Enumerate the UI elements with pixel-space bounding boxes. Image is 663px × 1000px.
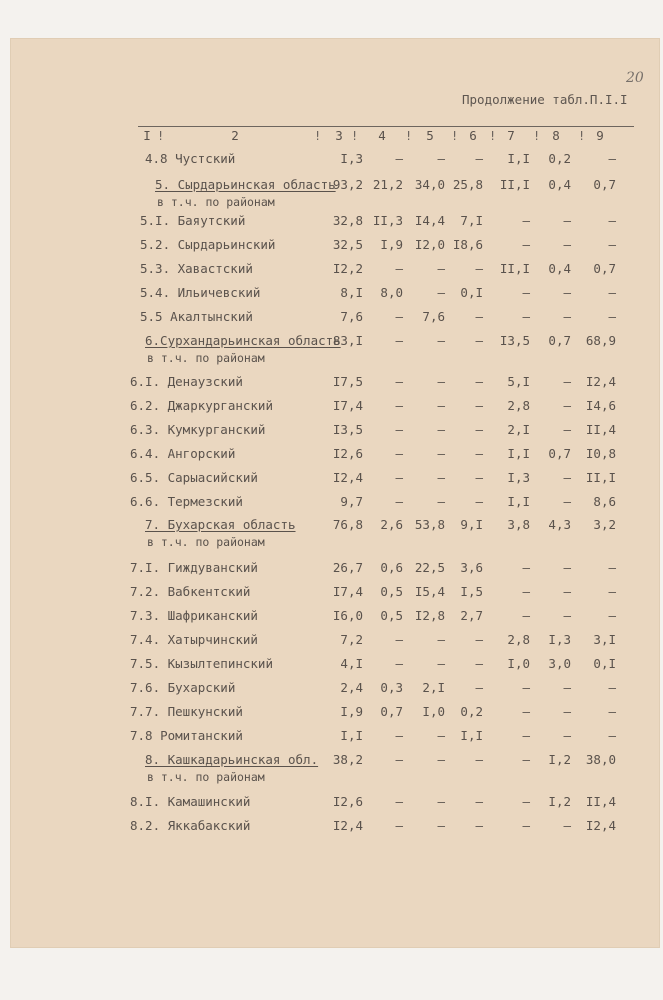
row-value-c8: – (563, 704, 571, 719)
table-row (0, 631, 663, 651)
row-label: 5.3. Хавастский (140, 261, 253, 276)
row-value-c5: I,0 (422, 704, 445, 719)
row-value-c4: – (395, 818, 403, 833)
row-value-c3: 8,I (340, 285, 363, 300)
row-value-c7: – (522, 237, 530, 252)
table-row (0, 679, 663, 699)
row-value-c6: 0,2 (460, 704, 483, 719)
row-value-c7: 2,I (507, 422, 530, 437)
row-value-c6: 7,I (460, 213, 483, 228)
row-value-c3: 83,I (332, 333, 363, 348)
row-value-c9: 8,6 (593, 494, 616, 509)
row-value-c7: – (522, 752, 530, 767)
row-value-c3: I6,0 (332, 608, 363, 623)
table-row (0, 493, 663, 513)
row-value-c3: 4,I (340, 656, 363, 671)
table-row (0, 607, 663, 627)
row-label: 7.I. Гиждуванский (130, 560, 258, 575)
row-label: 5.4. Ильичевский (140, 285, 261, 300)
table-row (0, 308, 663, 328)
row-value-c4: 0,7 (380, 704, 403, 719)
row-value-c3: I,9 (340, 704, 363, 719)
row-label: 5. Сырдарьинская область (155, 177, 336, 192)
row-value-c9: I2,4 (585, 374, 616, 389)
row-value-c5: – (437, 728, 445, 743)
row-value-c7: I3,5 (499, 333, 530, 348)
row-value-c4: 8,0 (380, 285, 403, 300)
row-value-c5: 53,8 (414, 517, 445, 532)
row-label: 8. Кашкадарьинская обл. (145, 752, 319, 767)
row-value-c8: – (563, 309, 571, 324)
row-value-c6: I,I (460, 728, 483, 743)
row-label: 7.3. Шафриканский (130, 608, 258, 623)
row-value-c4: II,3 (372, 213, 403, 228)
row-value-c3: 9,7 (340, 494, 363, 509)
row-value-c4: 21,2 (372, 177, 403, 192)
row-value-c9: 68,9 (585, 333, 616, 348)
row-value-c5: – (437, 261, 445, 276)
row-value-c8: – (563, 584, 571, 599)
table-row (0, 469, 663, 489)
row-value-c4: – (395, 398, 403, 413)
row-value-c5: 34,0 (414, 177, 445, 192)
row-value-c7: 2,8 (507, 632, 530, 647)
row-value-c5: 7,6 (422, 309, 445, 324)
row-value-c7: – (522, 584, 530, 599)
row-value-c8: – (563, 285, 571, 300)
header-col-8: 8 (552, 128, 560, 143)
row-value-c3: 38,2 (332, 752, 363, 767)
header-separator: ! (578, 129, 586, 143)
row-value-c8: 4,3 (548, 517, 571, 532)
row-value-c4: – (395, 151, 403, 166)
row-value-c4: – (395, 494, 403, 509)
table-row (0, 212, 663, 232)
row-value-c5: I5,4 (414, 584, 445, 599)
row-label: 6.I. Денаузский (130, 374, 243, 389)
row-value-c9: I2,4 (585, 818, 616, 833)
row-value-c3: 7,2 (340, 632, 363, 647)
row-value-c9: – (608, 584, 616, 599)
row-value-c6: – (475, 446, 483, 461)
row-value-c4: – (395, 728, 403, 743)
table-row (0, 176, 663, 209)
row-label: 7.6. Бухарский (130, 680, 236, 695)
row-label: 7.8 Ромитанский (130, 728, 243, 743)
table-row (0, 236, 663, 256)
row-value-c9: – (608, 560, 616, 575)
row-value-c5: – (437, 794, 445, 809)
header-col-3: 3 (335, 128, 343, 143)
row-value-c8: – (563, 728, 571, 743)
row-label: 6.Сурхандарьинская область (145, 333, 341, 348)
row-value-c3: 26,7 (332, 560, 363, 575)
row-value-c5: – (437, 151, 445, 166)
row-value-c6: – (475, 422, 483, 437)
header-separator: ! (351, 129, 359, 143)
row-value-c7: I,I (507, 446, 530, 461)
row-value-c9: – (608, 285, 616, 300)
table-row (0, 703, 663, 723)
row-value-c5: – (437, 446, 445, 461)
row-value-c3: 76,8 (332, 517, 363, 532)
row-value-c7: – (522, 608, 530, 623)
row-value-c6: – (475, 309, 483, 324)
row-value-c3: I2,6 (332, 794, 363, 809)
row-subtitle: в т.ч. по районам (147, 351, 265, 365)
row-value-c7: – (522, 309, 530, 324)
header-col-2: 2 (231, 128, 239, 143)
row-value-c5: 2,I (422, 680, 445, 695)
row-value-c9: 0,7 (593, 177, 616, 192)
row-label: 6.6. Термезский (130, 494, 243, 509)
row-value-c3: 7,6 (340, 309, 363, 324)
row-value-c7: – (522, 818, 530, 833)
row-value-c4: 0,3 (380, 680, 403, 695)
row-value-c6: 2,7 (460, 608, 483, 623)
row-label: 6.5. Сарыасийский (130, 470, 258, 485)
row-value-c9: II,I (585, 470, 616, 485)
row-value-c4: – (395, 261, 403, 276)
row-value-c7: 3,8 (507, 517, 530, 532)
row-value-c9: – (608, 704, 616, 719)
row-value-c9: II,4 (585, 422, 616, 437)
row-value-c8: 0,7 (548, 446, 571, 461)
row-label: 5.2. Сырдарьинский (140, 237, 276, 252)
row-value-c8: – (563, 470, 571, 485)
row-value-c5: I4,4 (414, 213, 445, 228)
row-value-c9: 3,2 (593, 517, 616, 532)
table-row (0, 397, 663, 417)
row-label: 6.4. Ангорский (130, 446, 236, 461)
table-row (0, 260, 663, 280)
row-label: 7.4. Хатырчинский (130, 632, 258, 647)
row-value-c6: – (475, 333, 483, 348)
row-value-c4: 2,6 (380, 517, 403, 532)
table-row (0, 583, 663, 603)
row-value-c8: I,2 (548, 752, 571, 767)
row-value-c6: – (475, 398, 483, 413)
row-label: 7.7. Пешкунский (130, 704, 243, 719)
table-row (0, 559, 663, 579)
row-value-c8: – (563, 680, 571, 695)
row-value-c4: 0,5 (380, 584, 403, 599)
row-value-c8: I,2 (548, 794, 571, 809)
row-value-c8: 0,4 (548, 177, 571, 192)
row-value-c8: 0,2 (548, 151, 571, 166)
row-value-c9: – (608, 680, 616, 695)
header-col-5: 5 (426, 128, 434, 143)
row-value-c9: – (608, 213, 616, 228)
row-value-c3: I7,5 (332, 374, 363, 389)
row-value-c8: – (563, 422, 571, 437)
table-row (0, 793, 663, 813)
row-value-c5: – (437, 656, 445, 671)
header-col-7: 7 (507, 128, 515, 143)
table-row (0, 655, 663, 675)
row-value-c9: 3,I (593, 632, 616, 647)
row-value-c5: – (437, 398, 445, 413)
row-value-c7: I,0 (507, 656, 530, 671)
table-row (0, 445, 663, 465)
row-value-c7: – (522, 794, 530, 809)
row-label: 8.I. Камашинский (130, 794, 251, 809)
row-value-c5: – (437, 494, 445, 509)
table-row (0, 817, 663, 837)
row-value-c9: I0,8 (585, 446, 616, 461)
row-value-c9: II,4 (585, 794, 616, 809)
row-value-c6: – (475, 752, 483, 767)
row-value-c9: – (608, 237, 616, 252)
row-value-c5: – (437, 818, 445, 833)
row-value-c5: – (437, 422, 445, 437)
table-header (0, 128, 663, 148)
row-value-c6: – (475, 151, 483, 166)
row-value-c8: I,3 (548, 632, 571, 647)
header-separator: ! (489, 129, 497, 143)
header-col-6: 6 (469, 128, 477, 143)
table-row (0, 332, 663, 365)
row-value-c8: 3,0 (548, 656, 571, 671)
row-label: 5.I. Баяутский (140, 213, 246, 228)
row-value-c8: – (563, 398, 571, 413)
header-col-9: 9 (596, 128, 604, 143)
row-value-c6: I,5 (460, 584, 483, 599)
row-value-c4: 0,6 (380, 560, 403, 575)
row-subtitle: в т.ч. по районам (157, 195, 275, 209)
row-value-c8: – (563, 818, 571, 833)
row-label: 7.2. Вабкентский (130, 584, 251, 599)
row-value-c7: – (522, 704, 530, 719)
row-value-c5: – (437, 470, 445, 485)
row-value-c9: 0,I (593, 656, 616, 671)
row-value-c9: – (608, 728, 616, 743)
row-value-c8: – (563, 374, 571, 389)
table-row (0, 751, 663, 784)
page-number: 20 (626, 70, 644, 86)
row-value-c4: – (395, 446, 403, 461)
row-value-c5: – (437, 374, 445, 389)
row-label: 7.5. Кызылтепинский (130, 656, 273, 671)
row-value-c4: – (395, 632, 403, 647)
row-label: 6.3. Кумкурганский (130, 422, 266, 437)
table-row (0, 516, 663, 549)
row-label: 5.5 Акалтынский (140, 309, 253, 324)
row-value-c6: – (475, 656, 483, 671)
row-value-c9: I4,6 (585, 398, 616, 413)
table-row (0, 150, 663, 170)
row-value-c4: – (395, 309, 403, 324)
row-value-c6: – (475, 818, 483, 833)
table-row (0, 421, 663, 441)
row-subtitle: в т.ч. по районам (147, 535, 265, 549)
row-value-c8: – (563, 560, 571, 575)
row-subtitle: в т.ч. по районам (147, 770, 265, 784)
header-separator: ! (157, 129, 165, 143)
row-value-c8: – (563, 494, 571, 509)
row-value-c7: – (522, 285, 530, 300)
row-value-c6: – (475, 680, 483, 695)
row-value-c7: – (522, 728, 530, 743)
row-value-c4: – (395, 374, 403, 389)
row-value-c7: I,I (507, 151, 530, 166)
row-value-c6: I8,6 (452, 237, 483, 252)
row-value-c3: I,3 (340, 151, 363, 166)
row-value-c6: – (475, 374, 483, 389)
row-label: 4.8 Чустский (145, 151, 236, 166)
row-value-c9: 38,0 (585, 752, 616, 767)
row-value-c5: – (437, 285, 445, 300)
row-value-c6: 0,I (460, 285, 483, 300)
row-value-c6: – (475, 794, 483, 809)
header-rule (138, 126, 634, 127)
row-value-c3: 32,8 (332, 213, 363, 228)
row-value-c6: 25,8 (452, 177, 483, 192)
row-value-c9: 0,7 (593, 261, 616, 276)
row-value-c5: – (437, 632, 445, 647)
header-col-1: I (143, 128, 151, 143)
row-value-c9: – (608, 608, 616, 623)
row-value-c4: – (395, 333, 403, 348)
row-value-c3: I2,2 (332, 261, 363, 276)
row-label: 7. Бухарская область (145, 517, 296, 532)
row-value-c3: I,I (340, 728, 363, 743)
row-value-c4: – (395, 422, 403, 437)
row-value-c4: I,9 (380, 237, 403, 252)
row-value-c8: 0,7 (548, 333, 571, 348)
table-caption: Продолжение табл.П.I.I (462, 92, 628, 107)
row-value-c3: 2,4 (340, 680, 363, 695)
row-value-c4: – (395, 470, 403, 485)
row-value-c4: – (395, 794, 403, 809)
header-separator: ! (405, 129, 413, 143)
row-value-c7: – (522, 560, 530, 575)
header-separator: ! (451, 129, 459, 143)
row-value-c8: – (563, 213, 571, 228)
row-value-c3: I2,4 (332, 470, 363, 485)
row-value-c7: I,I (507, 494, 530, 509)
row-value-c5: I2,0 (414, 237, 445, 252)
row-value-c4: 0,5 (380, 608, 403, 623)
row-value-c6: – (475, 632, 483, 647)
row-value-c7: I,3 (507, 470, 530, 485)
row-value-c3: I3,5 (332, 422, 363, 437)
row-value-c7: – (522, 680, 530, 695)
row-value-c8: – (563, 237, 571, 252)
header-col-4: 4 (378, 128, 386, 143)
table-row (0, 727, 663, 747)
row-value-c6: – (475, 494, 483, 509)
row-value-c5: I2,8 (414, 608, 445, 623)
row-value-c3: I7,4 (332, 398, 363, 413)
header-separator: ! (533, 129, 541, 143)
row-value-c8: – (563, 608, 571, 623)
row-value-c6: 3,6 (460, 560, 483, 575)
row-value-c6: – (475, 261, 483, 276)
row-value-c3: 32,5 (332, 237, 363, 252)
row-value-c3: I7,4 (332, 584, 363, 599)
row-value-c6: 9,I (460, 517, 483, 532)
row-value-c5: – (437, 752, 445, 767)
row-value-c7: II,I (499, 261, 530, 276)
row-value-c7: 5,I (507, 374, 530, 389)
row-value-c8: 0,4 (548, 261, 571, 276)
row-value-c4: – (395, 656, 403, 671)
row-value-c7: II,I (499, 177, 530, 192)
row-value-c5: 22,5 (414, 560, 445, 575)
row-label: 6.2. Джаркурганский (130, 398, 273, 413)
row-label: 8.2. Яккабакский (130, 818, 251, 833)
table-row (0, 373, 663, 393)
row-value-c3: I2,6 (332, 446, 363, 461)
row-value-c4: – (395, 752, 403, 767)
row-value-c3: 93,2 (332, 177, 363, 192)
table-row (0, 284, 663, 304)
row-value-c6: – (475, 470, 483, 485)
row-value-c5: – (437, 333, 445, 348)
row-value-c7: 2,8 (507, 398, 530, 413)
row-value-c7: – (522, 213, 530, 228)
row-value-c9: – (608, 309, 616, 324)
row-value-c3: I2,4 (332, 818, 363, 833)
row-value-c9: – (608, 151, 616, 166)
header-separator: ! (314, 129, 322, 143)
